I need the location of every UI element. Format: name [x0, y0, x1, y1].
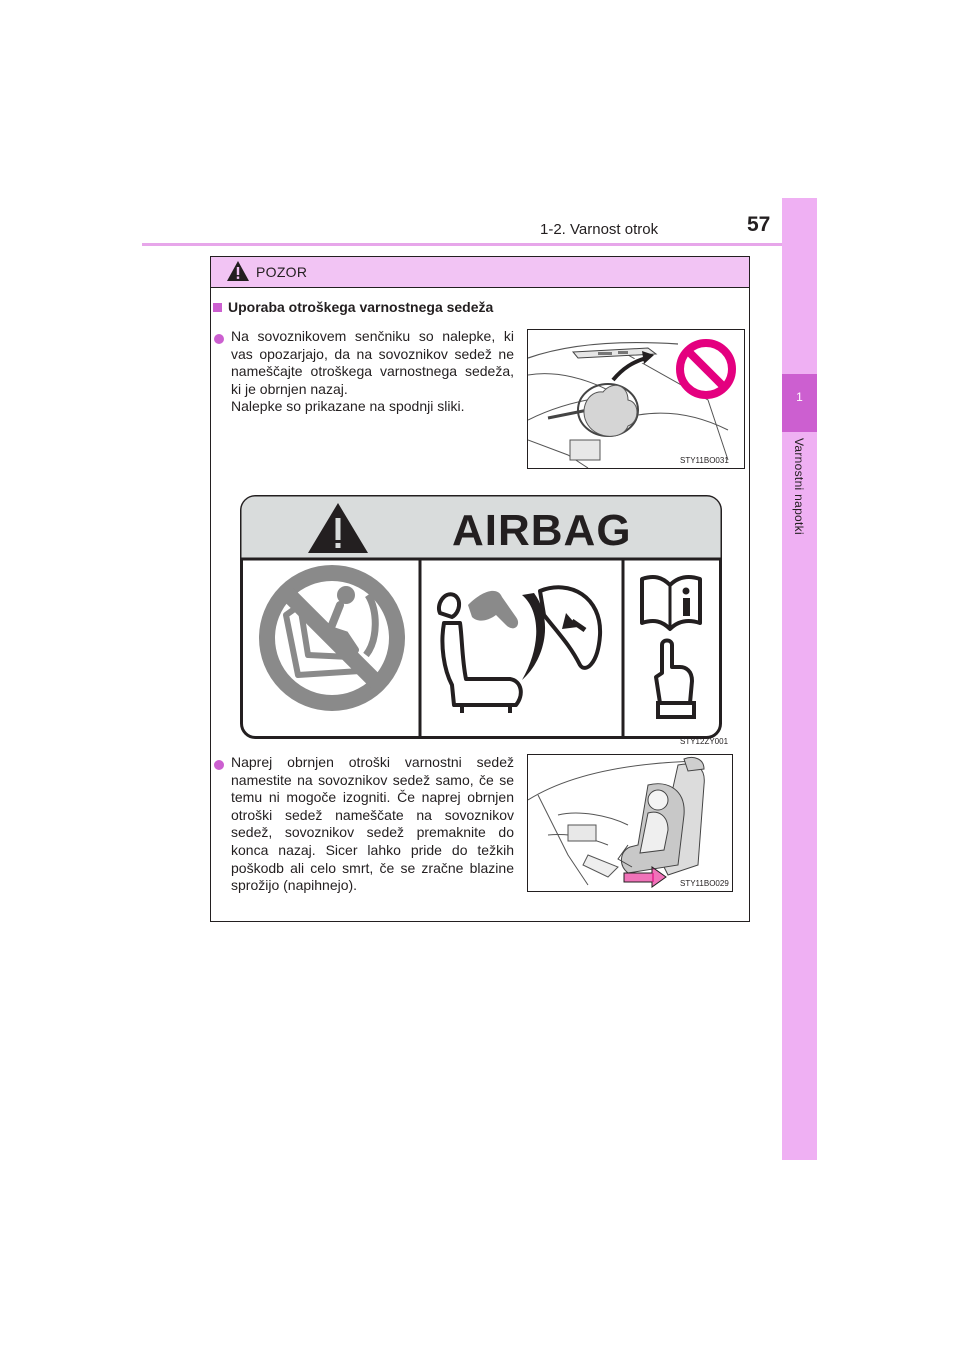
- section-title: 1-2. Varnost otrok: [540, 221, 659, 238]
- item1-text-2: Nalepke so prikazane na spodnji sliki.: [231, 398, 465, 415]
- figure-code: STY12ZY001: [680, 737, 729, 746]
- airbag-word: AIRBAG: [452, 506, 632, 555]
- caution-box: [210, 256, 750, 922]
- section-subheading: [213, 299, 493, 315]
- caution-title: POZOR: [256, 264, 308, 280]
- sun-visor-illustration: [528, 330, 744, 468]
- figure-code: STY11BO031: [680, 456, 729, 465]
- child-seat-illustration: [528, 755, 732, 891]
- chapter-label: Varnostni napotki: [792, 438, 806, 535]
- header-rule: [142, 243, 817, 246]
- item1-text: Na sovoznikovem senčniku so nalepke, ki vas opozarjajo, da na sovoznikov sedež ne nameščajte otroškega varnostnega sedeža, ki je obrnjen nazaj.: [231, 328, 514, 397]
- caution-header: [211, 257, 749, 288]
- square-bullet-icon: [213, 303, 222, 312]
- child-seat-figure: [527, 754, 733, 892]
- item2-text: Naprej obrnjen otroški varnostni sedež namestite na sovoznikov sedež samo, če se temu ni mogoče izogniti. Če naprej obrnjen otroški sedež nameščate na sovoznikov sedež, sovoznikov sedež premaknite do konca nazaj. Sicer lahko pride do težkih poškodb ali celo smrt, če se zračne blazine sprožijo (napihnejo).: [231, 754, 514, 894]
- chapter-number: 1: [796, 390, 803, 404]
- airbag-warning-label: [240, 495, 729, 746]
- figure-code: STY11BO029: [680, 879, 729, 888]
- bullet-icon: [214, 334, 224, 344]
- chapter-number-tab[interactable]: [782, 374, 817, 432]
- subheading-text: Uporaba otroškega varnostnega sedeža: [228, 299, 494, 315]
- page-number: 57: [747, 213, 771, 236]
- warning-triangle-icon: [226, 260, 250, 282]
- bullet-icon: [214, 760, 224, 770]
- item1-text-block: [231, 328, 514, 416]
- airbag-label-illustration: [240, 495, 722, 739]
- sun-visor-figure: [527, 329, 745, 469]
- chapter-side-tab[interactable]: [782, 198, 817, 1160]
